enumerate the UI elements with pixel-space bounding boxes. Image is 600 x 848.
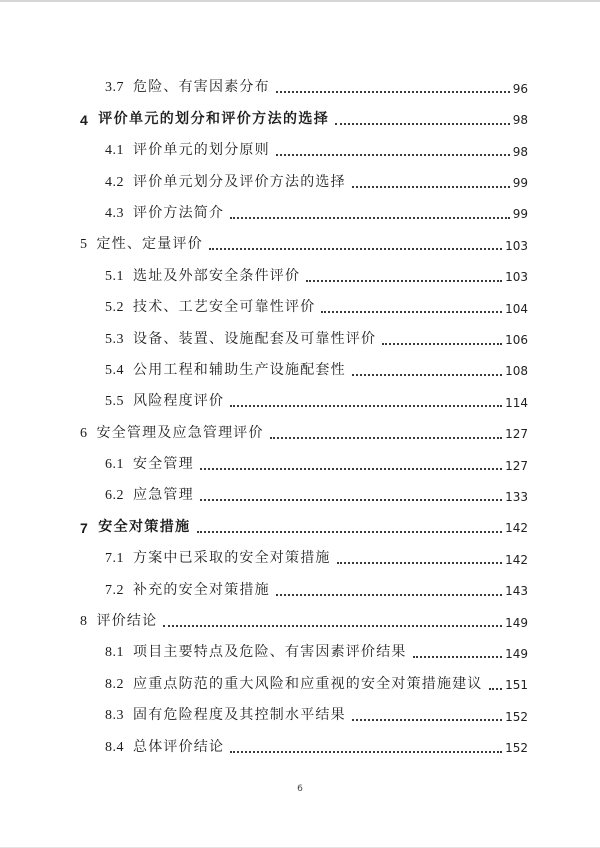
toc-entry-page: 152 [505,741,528,756]
toc-entry-number: 8.1 [105,645,124,661]
toc-leader-dots [276,91,510,93]
toc-entry[interactable] [80,417,528,448]
toc-entry-page: 103 [505,238,528,253]
toc-entry-title: 评价方法简介 [133,205,225,221]
toc-entry-page: 98 [512,144,528,159]
toc-entry-title: 安全管理 [133,457,194,473]
toc-entry[interactable] [80,543,528,574]
toc-entry[interactable] [80,511,528,542]
toc-leader-dots [306,280,502,282]
toc-entry-title: 选址及外部安全条件评价 [133,268,301,284]
toc-entry-number: 5.4 [105,362,124,378]
toc-entry-page: 151 [505,678,528,693]
toc-leader-dots [489,688,502,690]
toc-leader-dots [230,405,502,407]
toc-entry-page: 99 [512,207,528,222]
toc-entry-page: 133 [505,489,528,504]
toc-entry-title: 应急管理 [133,488,194,504]
toc-entry-number: 6 [80,425,88,441]
toc-leader-dots [321,311,502,313]
toc-leader-dots [352,719,502,721]
toc-entry-number: 8 [80,614,88,630]
toc-entry-title: 安全对策措施 [98,517,191,534]
toc-leader-dots [163,625,502,627]
toc-entry-page: 149 [505,646,528,661]
toc-entry-page: 114 [505,395,528,410]
toc-entry[interactable] [80,668,528,699]
toc-entry[interactable] [80,72,528,103]
toc-entry[interactable] [80,229,528,260]
toc-entry[interactable] [80,198,528,229]
toc-leader-dots [335,123,510,125]
toc-entry-title: 评价单元的划分和评价方法的选择 [98,109,330,126]
toc-entry[interactable] [80,260,528,291]
toc-leader-dots [200,499,502,501]
toc-entry-page: 96 [512,81,528,96]
toc-entry[interactable] [80,323,528,354]
toc-leader-dots [230,217,510,219]
toc-entry-number: 4.2 [105,174,124,190]
toc-entry-page: 152 [505,709,528,724]
toc-entry-title: 评价单元的划分原则 [133,143,270,159]
toc-entry-title: 定性、定量评价 [96,237,203,253]
toc-entry[interactable] [80,103,528,134]
toc-entry-number: 5.5 [105,394,124,410]
page-number-footer: 6 [297,784,303,794]
toc-entry-title: 技术、工艺安全可靠性评价 [133,300,316,316]
toc-entry-number: 4.1 [105,143,124,159]
toc-entry[interactable] [80,480,528,511]
toc-entry-page: 99 [512,176,528,191]
toc-entry-number: 8.4 [105,739,124,755]
toc-entry-page: 143 [505,584,528,599]
toc-entry-number: 4.3 [105,205,124,221]
toc-leader-dots [200,468,502,470]
toc-leader-dots [413,656,502,658]
toc-leader-dots [270,437,502,439]
toc-entry-title: 安全管理及应急管理评价 [96,425,264,441]
toc-leader-dots [337,562,502,564]
toc-entry[interactable] [80,637,528,668]
toc-leader-dots [230,751,502,753]
toc-entry[interactable] [80,700,528,731]
toc-entry-number: 4 [80,111,90,128]
toc-entry-title: 总体评价结论 [133,739,225,755]
toc-entry[interactable] [80,292,528,323]
toc-entry[interactable] [80,166,528,197]
toc-entry-title: 方案中已采取的安全对策措施 [133,551,331,567]
toc-leader-dots [352,374,502,376]
toc-entry-number: 8.2 [105,676,124,692]
toc-entry[interactable] [80,574,528,605]
toc-entry-page: 98 [512,113,528,128]
table-of-contents [80,72,528,763]
toc-entry[interactable] [80,386,528,417]
toc-entry-title: 应重点防范的重大风险和应重视的安全对策措施建议 [133,676,483,692]
toc-leader-dots [382,343,502,345]
toc-entry-number: 7.2 [105,582,124,598]
toc-entry-page: 103 [505,270,528,285]
toc-entry-page: 108 [505,364,528,379]
toc-entry[interactable] [80,135,528,166]
toc-entry-number: 5.1 [105,268,124,284]
toc-entry-number: 5.2 [105,300,124,316]
toc-entry[interactable] [80,606,528,637]
toc-entry[interactable] [80,355,528,386]
toc-entry-page: 127 [505,427,528,442]
toc-entry-number: 8.3 [105,708,124,724]
toc-entry-title: 公用工程和辅助生产设施配套性 [133,362,346,378]
toc-entry-page: 106 [505,333,528,348]
toc-entry-title: 危险、有害因素分布 [133,80,270,96]
toc-leader-dots [276,154,510,156]
toc-entry-title: 补充的安全对策措施 [133,582,270,598]
toc-entry-page: 142 [505,521,528,536]
toc-entry-title: 项目主要特点及危险、有害因素评价结果 [133,645,407,661]
toc-entry[interactable] [80,731,528,762]
toc-entry-title: 评价单元划分及评价方法的选择 [133,174,346,190]
toc-entry-title: 设备、装置、设施配套及可靠性评价 [133,331,377,347]
toc-leader-dots [352,186,510,188]
toc-entry-number: 5 [80,237,88,253]
toc-entry-page: 104 [505,301,528,316]
toc-leader-dots [276,594,502,596]
toc-entry-number: 7.1 [105,551,124,567]
toc-entry-page: 149 [505,615,528,630]
toc-leader-dots [197,531,503,533]
toc-leader-dots [209,248,502,250]
toc-entry-number: 6.2 [105,488,124,504]
toc-entry-page: 127 [505,458,528,473]
toc-entry-page: 142 [505,552,528,567]
toc-entry[interactable] [80,449,528,480]
toc-entry-number: 5.3 [105,331,124,347]
toc-entry-title: 评价结论 [96,614,158,630]
toc-entry-number: 6.1 [105,457,124,473]
toc-entry-number: 3.7 [105,80,124,96]
toc-entry-title: 固有危险程度及其控制水平结果 [133,708,346,724]
toc-entry-number: 7 [80,519,90,536]
toc-entry-title: 风险程度评价 [133,394,225,410]
